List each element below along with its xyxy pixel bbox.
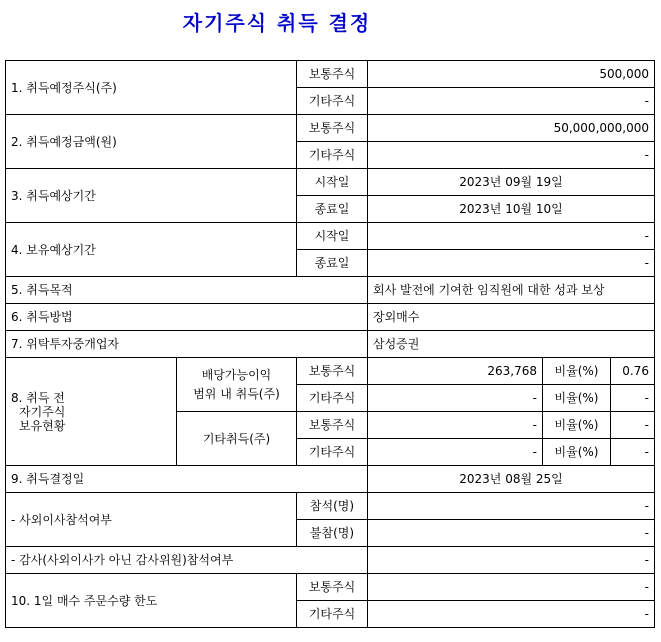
common-stock-label: 보통주식 (297, 115, 368, 142)
acquire-end-date: 2023년 10월 10일 (368, 196, 655, 223)
decision-date-label: 9. 취득결정일 (6, 466, 368, 493)
common-stock-label: 보통주식 (297, 61, 368, 88)
disclosure-table (5, 60, 655, 628)
other-stock-label: 기타주식 (297, 601, 368, 628)
acquire-shares-label: 1. 취득예정주식(주) (6, 61, 297, 115)
table-row (6, 331, 655, 358)
audit-attendance-label: - 감사(사외이사가 아닌 감사위원)참석여부 (6, 547, 368, 574)
ratio-label: 비율(%) (543, 385, 611, 412)
outside-director-attendance-label: - 사외이사참석여부 (6, 493, 297, 547)
holding-start-date: - (368, 223, 655, 250)
present-value: - (368, 493, 655, 520)
table-row (6, 547, 655, 574)
common-stock-label: 보통주식 (297, 574, 368, 601)
holding-end-date: - (368, 250, 655, 277)
acquire-amount-label: 2. 취득예정금액(원) (6, 115, 297, 169)
daily-limit-common-value: - (368, 574, 655, 601)
other-stock-label: 기타주식 (297, 88, 368, 115)
treasury-holdings-label-line1: 8. 취득 전 (11, 390, 65, 405)
distributable-profit-group-label (177, 358, 297, 412)
acquire-period-label: 3. 취득예상기간 (6, 169, 297, 223)
other-acquisition-group-label: 기타취득(주) (177, 412, 297, 466)
table-row (6, 223, 655, 250)
holding-period-label: 4. 보유예상기간 (6, 223, 297, 277)
purpose-value: 회사 발전에 기여한 임직원에 대한 성과 보상 (368, 277, 655, 304)
method-value: 장외매수 (368, 304, 655, 331)
absent-label: 불참(명) (297, 520, 368, 547)
table-row (6, 277, 655, 304)
g2-common-value: - (368, 412, 543, 439)
g2-common-ratio: - (611, 412, 655, 439)
audit-attendance-value: - (368, 547, 655, 574)
other-stock-label: 기타주식 (297, 439, 368, 466)
daily-order-limit-label: 10. 1일 매수 주문수량 한도 (6, 574, 297, 628)
distributable-profit-label-line1: 배당가능이익 (201, 367, 272, 382)
table-row (6, 574, 655, 601)
broker-value: 삼성증권 (368, 331, 655, 358)
end-date-label: 종료일 (297, 196, 368, 223)
table-row (6, 466, 655, 493)
treasury-holdings-label (6, 358, 177, 466)
g2-other-value: - (368, 439, 543, 466)
absent-value: - (368, 520, 655, 547)
ratio-label: 비율(%) (543, 358, 611, 385)
table-row (6, 304, 655, 331)
acquire-shares-other-value: - (368, 88, 655, 115)
start-date-label: 시작일 (297, 169, 368, 196)
treasury-holdings-label-line3: 보유현황 (19, 418, 66, 433)
g1-common-ratio: 0.76 (611, 358, 655, 385)
purpose-label: 5. 취득목적 (6, 277, 368, 304)
common-stock-label: 보통주식 (297, 358, 368, 385)
other-stock-label: 기타주식 (297, 142, 368, 169)
g2-other-ratio: - (611, 439, 655, 466)
broker-label: 7. 위탁투자중개업자 (6, 331, 368, 358)
ratio-label: 비율(%) (543, 439, 611, 466)
table-row (6, 115, 655, 142)
acquire-start-date: 2023년 09월 19일 (368, 169, 655, 196)
table-row (6, 358, 655, 385)
g1-other-value: - (368, 385, 543, 412)
distributable-profit-label-line2: 범위 내 취득(주) (193, 386, 280, 401)
start-date-label: 시작일 (297, 223, 368, 250)
g1-other-ratio: - (611, 385, 655, 412)
g1-common-value: 263,768 (368, 358, 543, 385)
page-title: 자기주식 취득 결정 (182, 11, 372, 35)
common-stock-label: 보통주식 (297, 412, 368, 439)
present-label: 참석(명) (297, 493, 368, 520)
method-label: 6. 취득방법 (6, 304, 368, 331)
ratio-label: 비율(%) (543, 412, 611, 439)
table-row (6, 493, 655, 520)
table-row (6, 61, 655, 88)
table-row (6, 169, 655, 196)
acquire-shares-common-value: 500,000 (368, 61, 655, 88)
decision-date-value: 2023년 08월 25일 (368, 466, 655, 493)
daily-limit-other-value: - (368, 601, 655, 628)
end-date-label: 종료일 (297, 250, 368, 277)
acquire-amount-common-value: 50,000,000,000 (368, 115, 655, 142)
treasury-holdings-label-line2: 자기주식 (19, 404, 66, 419)
other-stock-label: 기타주식 (297, 385, 368, 412)
acquire-amount-other-value: - (368, 142, 655, 169)
